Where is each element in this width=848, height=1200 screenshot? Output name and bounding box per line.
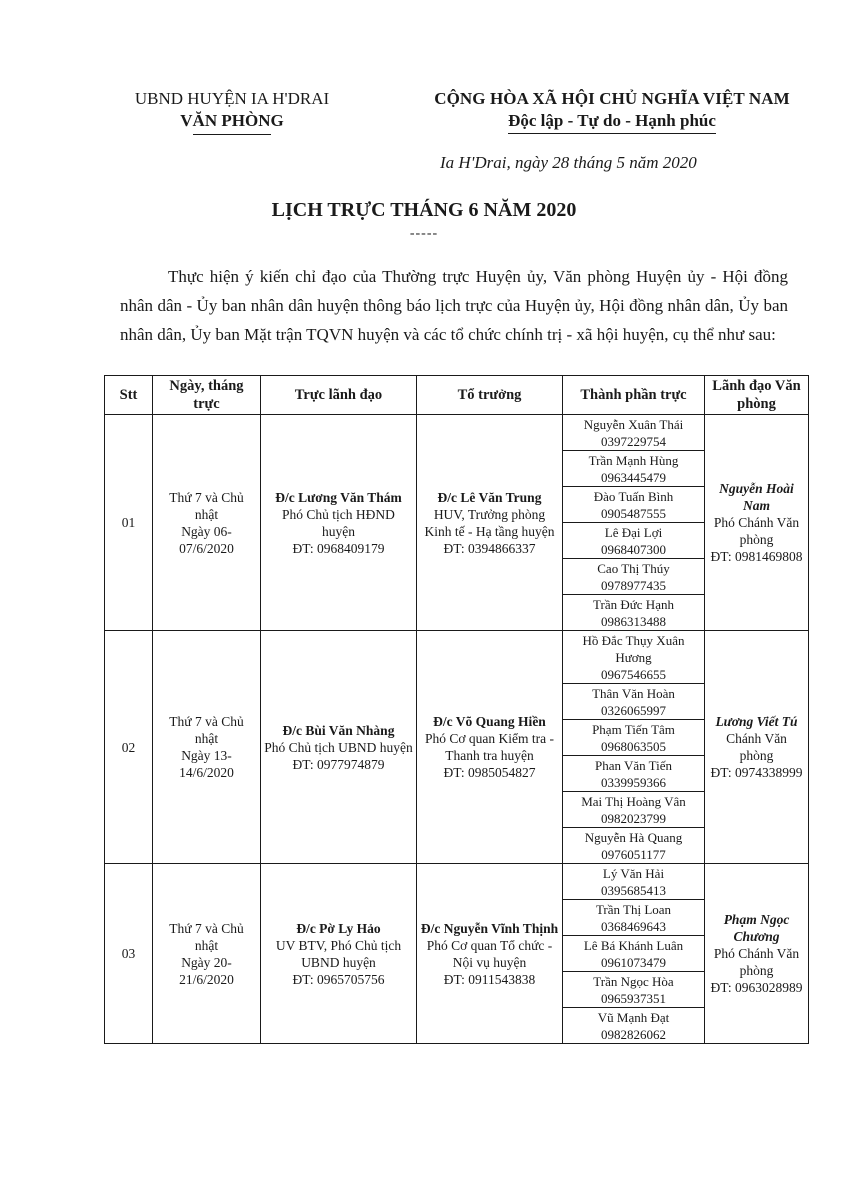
- office-lead-name: Lương Viết Tú: [715, 714, 798, 729]
- office-lead-phone: ĐT: 0981469808: [710, 549, 803, 564]
- duty-schedule-table: [104, 375, 809, 1044]
- col-header-office-lead: Lãnh đạo Văn phòng: [705, 376, 809, 415]
- dateline: Ia H'Drai, ngày 28 tháng 5 năm 2020: [440, 153, 697, 172]
- row-date: Thứ 7 và Chủ nhật Ngày 13-14/6/2020: [153, 631, 261, 864]
- row-team-lead: [417, 415, 563, 631]
- office-lead-phone: ĐT: 0974338999: [710, 765, 803, 780]
- member-cell: Thân Văn Hoàn 0326065997: [563, 684, 705, 720]
- leader-title: Phó Chủ tịch UBND huyện: [264, 739, 413, 755]
- issuer-underline: [193, 134, 271, 135]
- member-cell: Mai Thị Hoàng Vân 0982023799: [563, 792, 705, 828]
- leader-phone: ĐT: 0977974879: [292, 756, 385, 772]
- member-cell: Vũ Mạnh Đạt 0982826062: [563, 1008, 705, 1044]
- row-leader: [261, 631, 417, 864]
- team-lead-name: Đ/c Nguyễn Vĩnh Thịnh: [420, 920, 559, 936]
- leader-phone: ĐT: 0965705756: [292, 971, 385, 987]
- row-leader: [261, 864, 417, 1044]
- member-cell: Trần Đức Hạnh 0986313488: [563, 595, 705, 631]
- row-leader: [261, 415, 417, 631]
- col-header-members: Thành phần trực: [563, 376, 705, 415]
- table-row: [105, 864, 809, 900]
- office-lead-phone: ĐT: 0963028989: [710, 980, 803, 995]
- issuer-org: UBND HUYỆN IA H'DRAI: [134, 89, 330, 108]
- issuer-block: [112, 88, 352, 135]
- row-team-lead: [417, 631, 563, 864]
- team-lead-name: Đ/c Võ Quang Hiền: [433, 714, 546, 729]
- row-office-lead: [705, 864, 809, 1044]
- member-cell: Đào Tuấn Bình 0905487555: [563, 487, 705, 523]
- leader-name: Đ/c Lương Văn Thám: [275, 489, 402, 505]
- row-stt: 02: [105, 631, 153, 864]
- row-team-lead: [417, 864, 563, 1044]
- team-lead-title: Phó Cơ quan Kiểm tra - Thanh tra huyện: [425, 731, 554, 763]
- member-cell: Lý Văn Hải 0395685413: [563, 864, 705, 900]
- team-lead-phone: ĐT: 0911543838: [443, 971, 536, 987]
- row-stt: 03: [105, 864, 153, 1044]
- member-cell: Trần Ngọc Hòa 0965937351: [563, 972, 705, 1008]
- team-lead-title: HUV, Trưởng phòng Kinh tế - Hạ tầng huyện: [424, 506, 555, 539]
- leader-name: Đ/c Pờ Ly Hảo: [296, 920, 381, 936]
- member-cell: Lê Đại Lợi 0968407300: [563, 523, 705, 559]
- member-cell: Phạm Tiến Tâm 0968063505: [563, 720, 705, 756]
- leader-phone: ĐT: 0968409179: [292, 540, 385, 556]
- nation-name: CỘNG HÒA XÃ HỘI CHỦ NGHĨA VIỆT NAM: [434, 89, 790, 108]
- member-cell: Lê Bá Khánh Luân 0961073479: [563, 936, 705, 972]
- table-header-row: [105, 376, 809, 415]
- office-lead-name: Phạm Ngọc Chương: [723, 912, 790, 944]
- intro-text: Thực hiện ý kiến chỉ đạo của Thường trực Huyện ủy, Văn phòng Huyện ủy - Hội đồng nhân dân - Ủy ban nhân dân huyện thông báo lịch trực của Huyện ủy, Hội đồng nhân dân, Ủy ban nhân dân, Ủy ban Mặt trận TQVN huyện và các tổ chức chính trị - xã hội huyện, cụ thể như sau:: [120, 267, 788, 344]
- col-header-stt: Stt: [105, 376, 153, 415]
- issuer-office: VĂN PHÒNG: [180, 111, 284, 130]
- intro-paragraph: [120, 262, 788, 349]
- leader-title: Phó Chủ tịch HĐND huyện: [282, 506, 395, 539]
- row-date: Thứ 7 và Chủ nhật Ngày 20-21/6/2020: [153, 864, 261, 1044]
- table-row: [105, 631, 809, 684]
- member-cell: Nguyễn Hà Quang 0976051177: [563, 828, 705, 864]
- document-title: LỊCH TRỰC THÁNG 6 NĂM 2020: [271, 199, 577, 221]
- office-lead-title: Phó Chánh Văn phòng: [713, 946, 800, 978]
- team-lead-title: Phó Cơ quan Tổ chức - Nội vụ huyện: [426, 937, 553, 970]
- col-header-date: Ngày, tháng trực: [153, 376, 261, 415]
- col-header-leader: Trực lãnh đạo: [261, 376, 417, 415]
- member-cell: Nguyễn Xuân Thái 0397229754: [563, 415, 705, 451]
- member-cell: Trần Thị Loan 0368469643: [563, 900, 705, 936]
- team-lead-phone: ĐT: 0985054827: [443, 765, 536, 780]
- office-lead-name: Nguyễn Hoài Nam: [719, 481, 794, 513]
- national-heading: [400, 88, 824, 134]
- team-lead-name: Đ/c Lê Văn Trung: [437, 489, 542, 505]
- row-stt: 01: [105, 415, 153, 631]
- leader-title: UV BTV, Phó Chủ tịch UBND huyện: [275, 937, 402, 970]
- national-motto: Độc lập - Tự do - Hạnh phúc: [508, 110, 716, 134]
- office-lead-title: Phó Chánh Văn phòng: [713, 515, 800, 547]
- title-separator: -----: [409, 226, 439, 241]
- office-lead-title: Chánh Văn phòng: [726, 731, 787, 763]
- team-lead-phone: ĐT: 0394866337: [443, 540, 536, 556]
- row-office-lead: [705, 631, 809, 864]
- col-header-team-lead: Tổ trưởng: [417, 376, 563, 415]
- row-office-lead: [705, 415, 809, 631]
- member-cell: Cao Thị Thúy 0978977435: [563, 559, 705, 595]
- member-cell: Phan Văn Tiến 0339959366: [563, 756, 705, 792]
- leader-name: Đ/c Bùi Văn Nhàng: [282, 722, 395, 738]
- member-cell: Hồ Đắc Thụy Xuân Hương 0967546655: [563, 631, 705, 684]
- member-cell: Trần Mạnh Hùng 0963445479: [563, 451, 705, 487]
- table-row: [105, 415, 809, 451]
- row-date: Thứ 7 và Chủ nhật Ngày 06-07/6/2020: [153, 415, 261, 631]
